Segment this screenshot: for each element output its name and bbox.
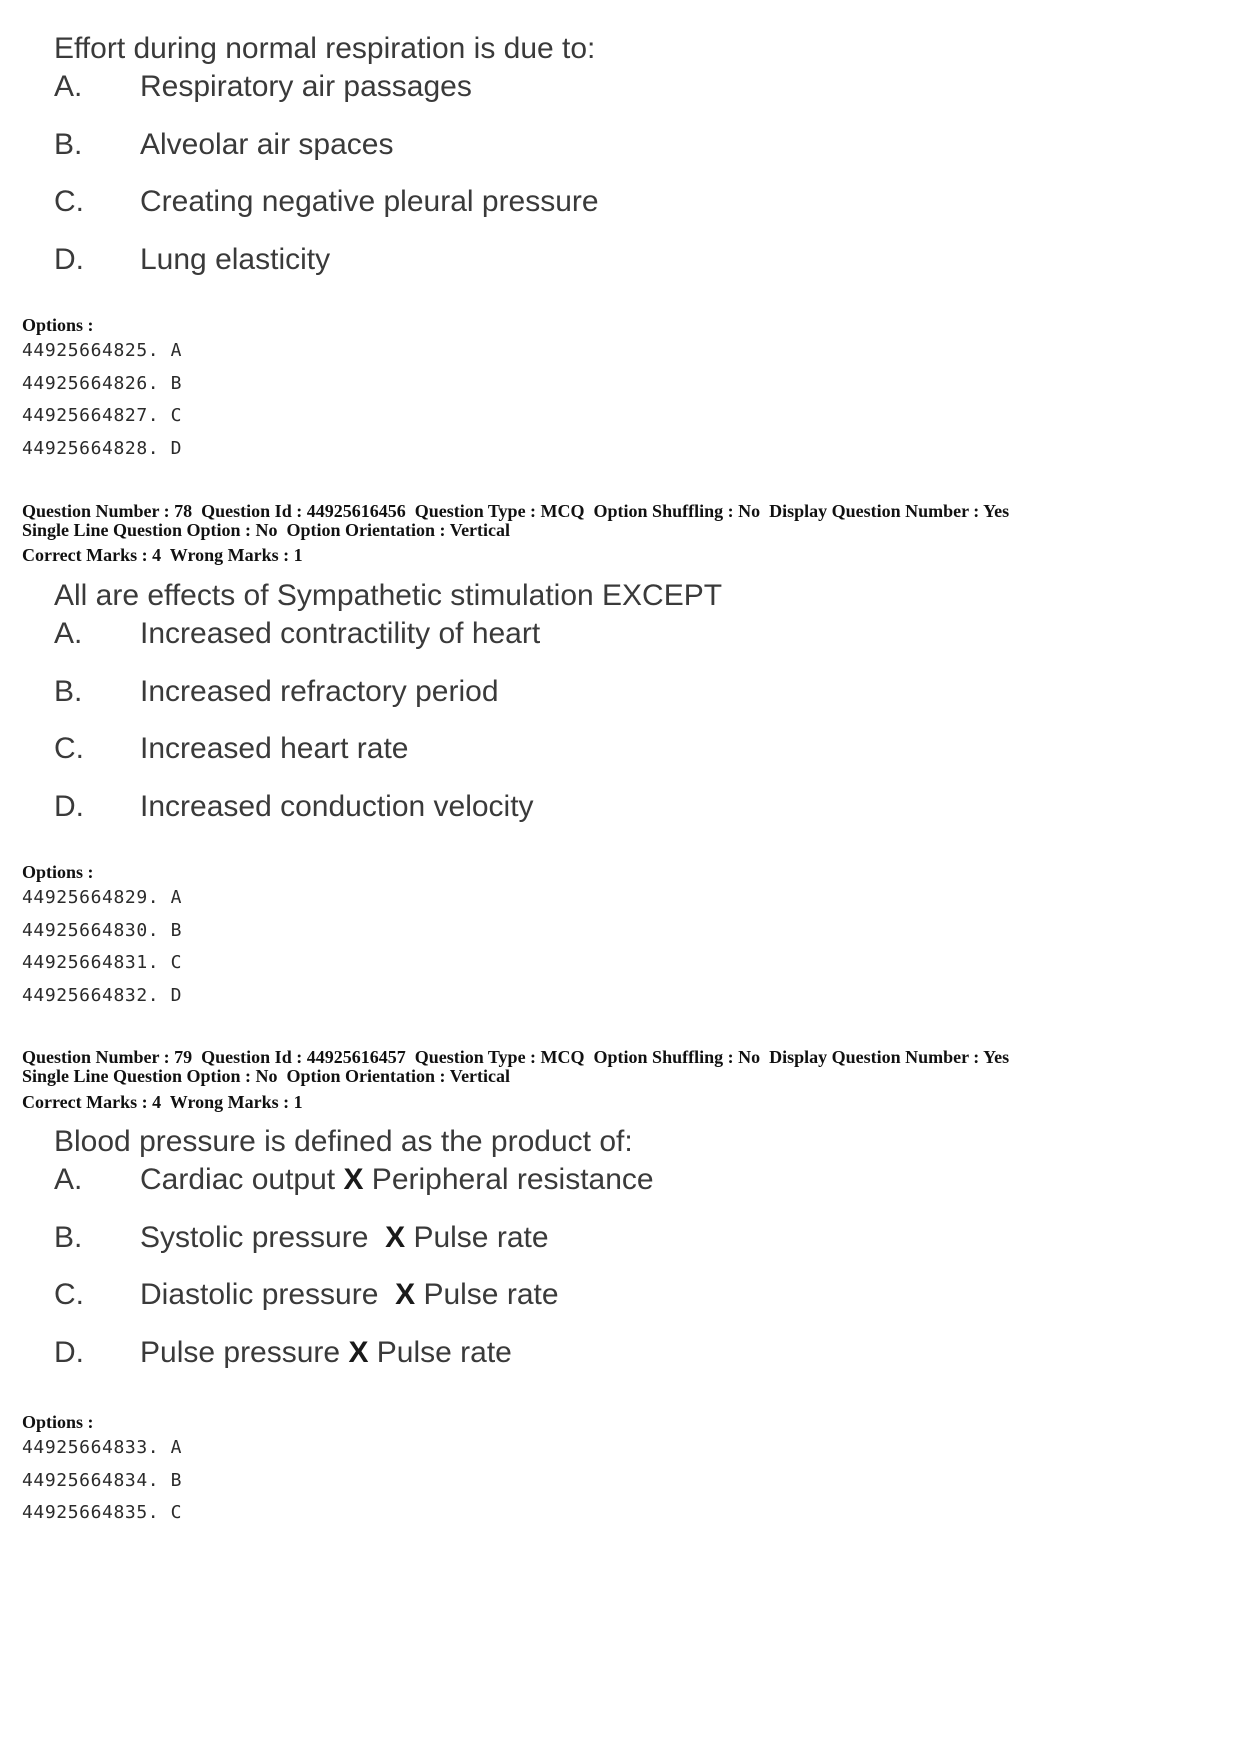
answer-choice bbox=[54, 1161, 654, 1219]
choice-letter: D. bbox=[54, 242, 84, 276]
answer-choice bbox=[54, 615, 722, 673]
question-meta-line-1: Question Number : 79 Question Id : 44925616457 Question Type : MCQ Option Shuffling : No Display Question Number : Yes bbox=[22, 1047, 1010, 1067]
choice-text-part: Increased conduction velocity bbox=[140, 789, 534, 823]
option-id: 44925664835. C bbox=[22, 1502, 183, 1524]
choice-letter: B. bbox=[54, 674, 83, 708]
choice-text bbox=[140, 673, 499, 711]
choice-text bbox=[140, 241, 330, 279]
answer-choice bbox=[54, 1219, 633, 1277]
option-id: 44925664831. C bbox=[22, 952, 183, 974]
choice-letter: B. bbox=[54, 127, 83, 161]
answer-choice bbox=[54, 1334, 633, 1392]
question-image-78 bbox=[54, 577, 722, 845]
choice-letter: D. bbox=[54, 1335, 84, 1369]
multiply-sign: X bbox=[343, 1163, 364, 1196]
option-id: 44925664829. A bbox=[22, 887, 183, 908]
question-stem: Blood pressure is defined as the product of: bbox=[54, 1125, 633, 1158]
option-id: 44925664826. B bbox=[22, 372, 183, 394]
answer-choice bbox=[54, 241, 595, 299]
choice-list bbox=[54, 68, 599, 298]
options-label: Options : bbox=[22, 862, 94, 882]
question-stem: Effort during normal respiration is due to: bbox=[54, 32, 596, 65]
choice-letter: A. bbox=[54, 70, 83, 103]
choice-text-part: Cardiac output bbox=[140, 1163, 344, 1196]
choice-text-part: Lung elasticity bbox=[140, 242, 331, 276]
multiply-sign: X bbox=[395, 1278, 416, 1311]
choice-text-part: Pulse pressure bbox=[140, 1335, 349, 1369]
answer-choice bbox=[54, 126, 595, 184]
choice-text-part: Systolic pressure bbox=[140, 1220, 386, 1254]
option-id-list bbox=[22, 1436, 182, 1534]
choice-text bbox=[140, 1219, 549, 1257]
choice-text bbox=[140, 615, 540, 653]
question-meta-line-1: Question Number : 78 Question Id : 44925616456 Question Type : MCQ Option Shuffling : No Display Question Number : Yes bbox=[22, 501, 1010, 521]
multiply-sign: X bbox=[348, 1335, 369, 1369]
question-marks-line: Correct Marks : 4 Wrong Marks : 1 bbox=[22, 545, 303, 565]
choice-text bbox=[140, 1276, 559, 1314]
choice-text-part: Diastolic pressure bbox=[140, 1278, 396, 1311]
choice-text-part: Pulse rate bbox=[405, 1220, 549, 1254]
choice-list bbox=[54, 1161, 654, 1391]
answer-choice bbox=[54, 788, 722, 846]
multiply-sign: X bbox=[385, 1220, 406, 1254]
option-id: 44925664828. D bbox=[22, 438, 183, 460]
choice-text-part: Increased contractility of heart bbox=[140, 617, 541, 650]
question-meta-line-2: Single Line Question Option : No Option Orientation : Vertical bbox=[22, 1066, 511, 1086]
answer-choice bbox=[54, 68, 595, 126]
choice-letter: B. bbox=[54, 1220, 83, 1254]
choice-text-part: Creating negative pleural pressure bbox=[140, 185, 599, 218]
choice-list bbox=[54, 615, 722, 845]
question-meta-line-2: Single Line Question Option : No Option Orientation : Vertical bbox=[22, 520, 511, 540]
options-label: Options : bbox=[22, 1412, 94, 1432]
option-id-list bbox=[22, 339, 182, 470]
choice-text-part: Increased heart rate bbox=[140, 732, 409, 765]
choice-letter: D. bbox=[54, 789, 84, 823]
question-stem: All are effects of Sympathetic stimulation EXCEPT bbox=[54, 579, 723, 612]
option-id-list bbox=[22, 886, 182, 1017]
answer-choice bbox=[54, 1276, 633, 1334]
choice-text-part: Pulse rate bbox=[415, 1278, 559, 1311]
option-id: 44925664832. D bbox=[22, 985, 183, 1007]
choice-text bbox=[140, 68, 472, 106]
choice-text bbox=[140, 788, 534, 826]
choice-letter: C. bbox=[54, 185, 84, 218]
option-id: 44925664825. A bbox=[22, 340, 183, 361]
choice-text bbox=[140, 183, 599, 221]
choice-text-part: Pulse rate bbox=[368, 1335, 512, 1369]
choice-letter: A. bbox=[54, 1163, 83, 1196]
choice-text-part: Alveolar air spaces bbox=[140, 127, 394, 161]
choice-text bbox=[140, 730, 409, 768]
choice-text bbox=[140, 1334, 512, 1372]
option-id: 44925664834. B bbox=[22, 1469, 183, 1491]
choice-text-part: Peripheral resistance bbox=[363, 1163, 654, 1196]
choice-letter: C. bbox=[54, 732, 84, 765]
answer-choice bbox=[54, 183, 599, 241]
option-id: 44925664830. B bbox=[22, 919, 183, 941]
choice-text bbox=[140, 1161, 654, 1199]
choice-text-part: Respiratory air passages bbox=[140, 70, 472, 103]
choice-letter: A. bbox=[54, 617, 83, 650]
options-label: Options : bbox=[22, 315, 94, 335]
choice-text bbox=[140, 126, 393, 164]
choice-letter: C. bbox=[54, 1278, 84, 1311]
question-image-77 bbox=[54, 30, 599, 298]
question-marks-line: Correct Marks : 4 Wrong Marks : 1 bbox=[22, 1092, 303, 1112]
option-id: 44925664833. A bbox=[22, 1437, 183, 1458]
option-id: 44925664827. C bbox=[22, 405, 183, 427]
answer-choice bbox=[54, 730, 722, 788]
question-image-79 bbox=[54, 1123, 654, 1391]
choice-text-part: Increased refractory period bbox=[140, 674, 499, 708]
answer-choice bbox=[54, 673, 722, 731]
